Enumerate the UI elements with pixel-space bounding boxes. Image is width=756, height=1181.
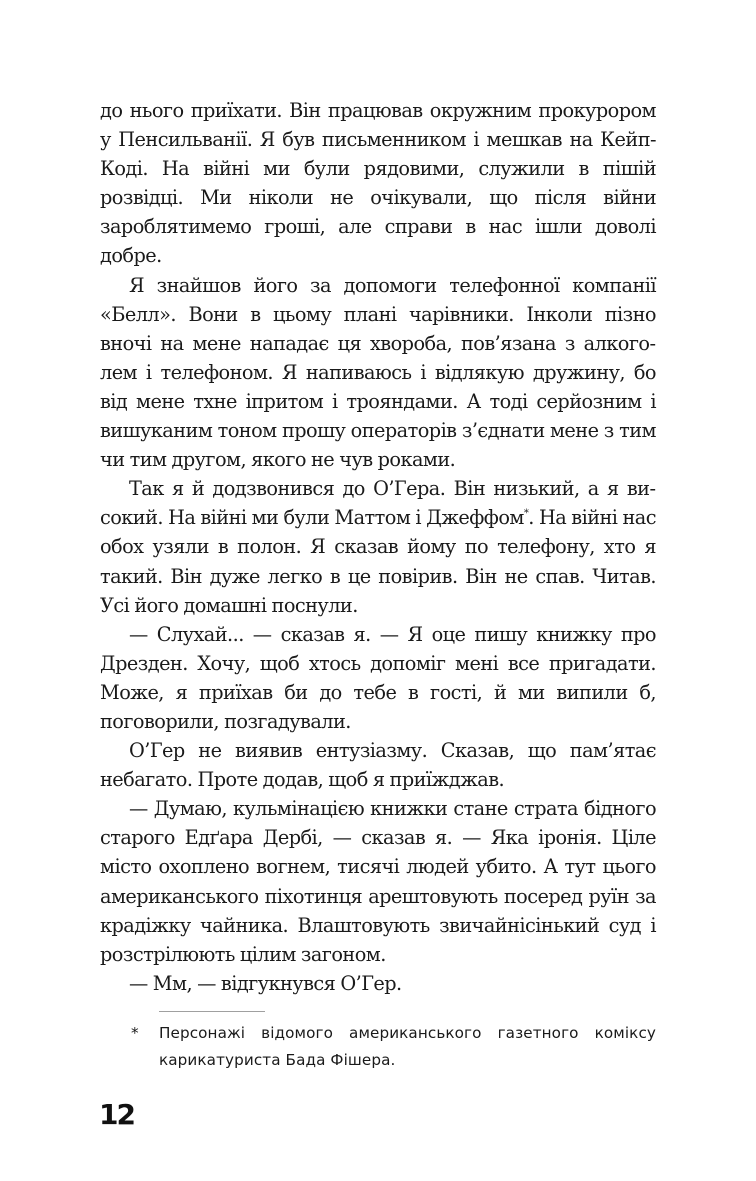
paragraph-6: — Думаю, кульмінацією книжки стане страта бідного старого Едґара Дербі, — сказав я. — Яка іронія. Ціле місто охоплено вогнем, тисячі людей убито. А тут цього американського піхотинця арештовують посеред руїн за крадіжку чайника. Влаштовують звичайнісінький суд і розстрілюють цілим загоном. (100, 797, 656, 966)
footnote-mark: * (131, 1024, 139, 1042)
main-text (100, 96, 656, 998)
paragraph-1: до нього приїхати. Він працював окружним прокурором у Пенсильванії. Я був письменником і мешкав на Кейп-Коді. На війні ми були рядовими, служили в пішій розвідці. Ми ніколи не очікували, що після війни зароблятимемо гроші, але справи в нас ішли доволі добре. (100, 99, 656, 268)
paragraph-4: — Слухай... — сказав я. — Я оце пишу книжку про Дрезден. Хочу, щоб хтось допоміг мені все пригадати. Може, я приїхав би до тебе в гості, й ми випили б, поговорили, позгадували. (100, 622, 656, 733)
footnote-text: Персонажі відомого американського газетного коміксу карикатуриста Бада Фішера. (159, 1024, 656, 1069)
paragraph-3 (100, 474, 656, 619)
paragraph-2: Я знайшов його за допомоги телефонної компанії «Белл». Вони в цьому плані чарівники. Інколи пізно вночі на мене нападає ця хвороба, пов’язана з алкоголем і телефоном. Я напиваюсь і відлякую дружину, бо від мене тхне іпритом і трояндами. А тоді серйозним і вишуканим тоном прошу операторів з’єднати мене з тим чи тим другом, якого не чув роками. (100, 273, 656, 472)
paragraph-7: — Мм, — відгукнувся О’Гер. (129, 971, 402, 995)
footnote-reference[interactable]: * (523, 508, 529, 520)
paragraph-5: О’Гер не виявив ентузіазму. Сказав, що пам’ятає небагато. Проте додав, щоб я приїжджав. (100, 739, 656, 792)
footnote (131, 1020, 656, 1074)
paragraph-3-text-after: . На війні нас обох узяли в полон. Я сказав йому по телефону, хто я такий. Він дуже легко в це повірив. Він не спав. Читав. Усі його домашні поснули. (100, 506, 656, 617)
footnote-divider (159, 1011, 265, 1012)
page-number: 12 (99, 1098, 134, 1131)
paragraph-3-text-before: Так я й додзвонився до О’Гера. Він низький, а я високий. На війні ми були Маттом і Джеффом (100, 477, 656, 530)
